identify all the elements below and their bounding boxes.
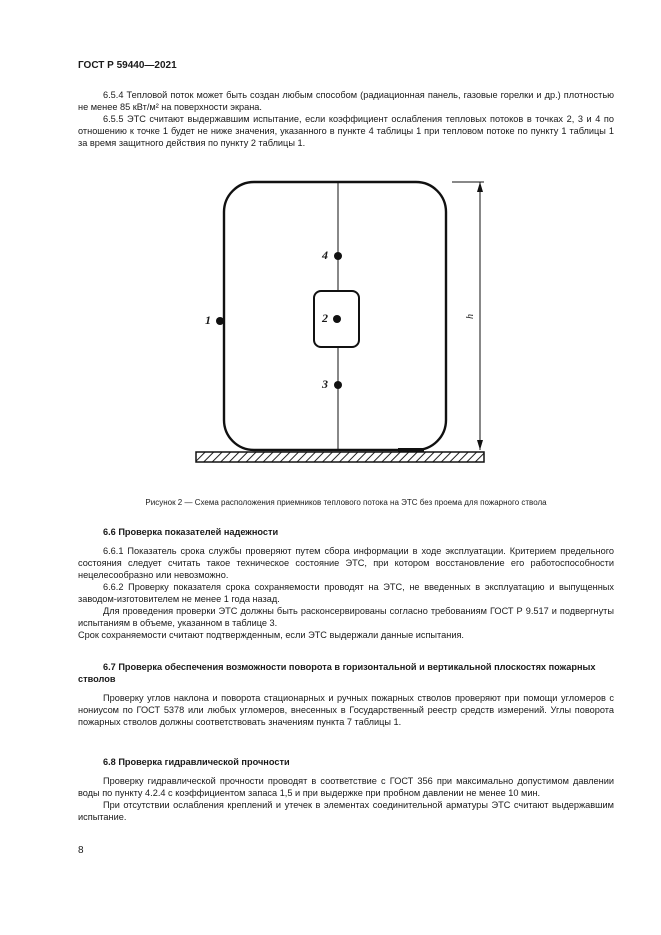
point-2-dot [333, 315, 341, 323]
support-plate [398, 448, 424, 452]
point-3-dot [334, 381, 342, 389]
dimension-h-label: h [465, 314, 476, 319]
figure-caption: Рисунок 2 — Схема расположения приемников теплового потока на ЭТС без проема для пожарного ствола [145, 498, 547, 507]
paragraph-6-5-4: 6.5.4 Тепловой поток может быть создан любым способом (радиационная панель, газовые горелки и др.) плотностью не менее 85 кВт/м² на поверхности экрана. [78, 90, 614, 112]
paragraph-6-8-1: Проверку гидравлической прочности проводят в соответствие с ГОСТ 356 при максимально допустимом давлении воды по пункту 4.2.4 с коэффициентом запаса 1,5 и при выдержке при пробном давлении не менее 10 мин. [78, 776, 614, 798]
point-3-label: 3 [322, 377, 328, 391]
section-6-8 [78, 756, 614, 823]
figure-2 [190, 178, 490, 468]
paragraph-6-6-4: Срок сохраняемости считают подтвержденным, если ЭТС выдержали данные испытания. [78, 630, 464, 640]
point-4-label: 4 [322, 248, 328, 262]
section-6-6 [78, 526, 614, 641]
figure-2-diagram [190, 178, 490, 468]
paragraph-6-6-3: Для проведения проверки ЭТС должны быть расконсервированы согласно требованиям ГОСТ Р 9.517 и подвергнуты испытаниям в объеме, указанном в таблице 3. [78, 606, 614, 628]
paragraph-6-6-1: 6.6.1 Показатель срока службы проверяют путем сбора информации в ходе эксплуатации. Критерием предельного состояния следует считать такое техническое состояние ЭТС, при котором восстановление его работоспособности нецелесообразно или невозможно. [78, 546, 614, 580]
ground-base [196, 452, 484, 462]
section-6-6-heading: 6.6 Проверка показателей надежности [103, 527, 279, 537]
paragraph-6-6-2: 6.6.2 Проверку показателя срока сохраняемости проводят на ЭТС, не введенных в эксплуатацию и выпущенных заводом-изготовителем не менее 1 года назад. [78, 582, 614, 604]
page-number: 8 [78, 845, 84, 856]
point-2-label: 2 [322, 311, 328, 325]
point-4-dot [334, 252, 342, 260]
section-6-7 [78, 661, 614, 728]
point-1-label: 1 [205, 313, 211, 327]
paragraph-6-5-5: 6.5.5 ЭТС считают выдержавшим испытание, если коэффициент ослабления тепловых потоков в точках 2, 3 и 4 по отношению к точке 1 будет не ниже значения, указанного в пункте 4 таблицы 1 при тепловом потоке по пункту 1 таблицы 1 за время защитного действия по пункту 2 таблицы 1. [78, 114, 614, 148]
intro-section [78, 89, 614, 149]
section-6-8-heading: 6.8 Проверка гидравлической прочности [103, 757, 290, 767]
paragraph-6-7-1: Проверку углов наклона и поворота стационарных и ручных пожарных стволов проверяют при помощи угломеров с нониусом по ГОСТ 5378 или любых угломеров, внесенных в Государственный реестр средств измерений. Углы поворота пожарных стволов должны соответствовать значениям пункта 7 таблицы 1. [78, 693, 614, 727]
paragraph-6-8-2: При отсутствии ослабления креплений и утечек в элементах соединительной арматуры ЭТС считают выдержавшим испытание. [78, 800, 614, 822]
document-header: ГОСТ Р 59440—2021 [78, 60, 177, 71]
section-6-7-heading: 6.7 Проверка обеспечения возможности поворота в горизонтальной и вертикальной плоскостях пожарных стволов [78, 662, 596, 684]
point-1-dot [216, 317, 224, 325]
